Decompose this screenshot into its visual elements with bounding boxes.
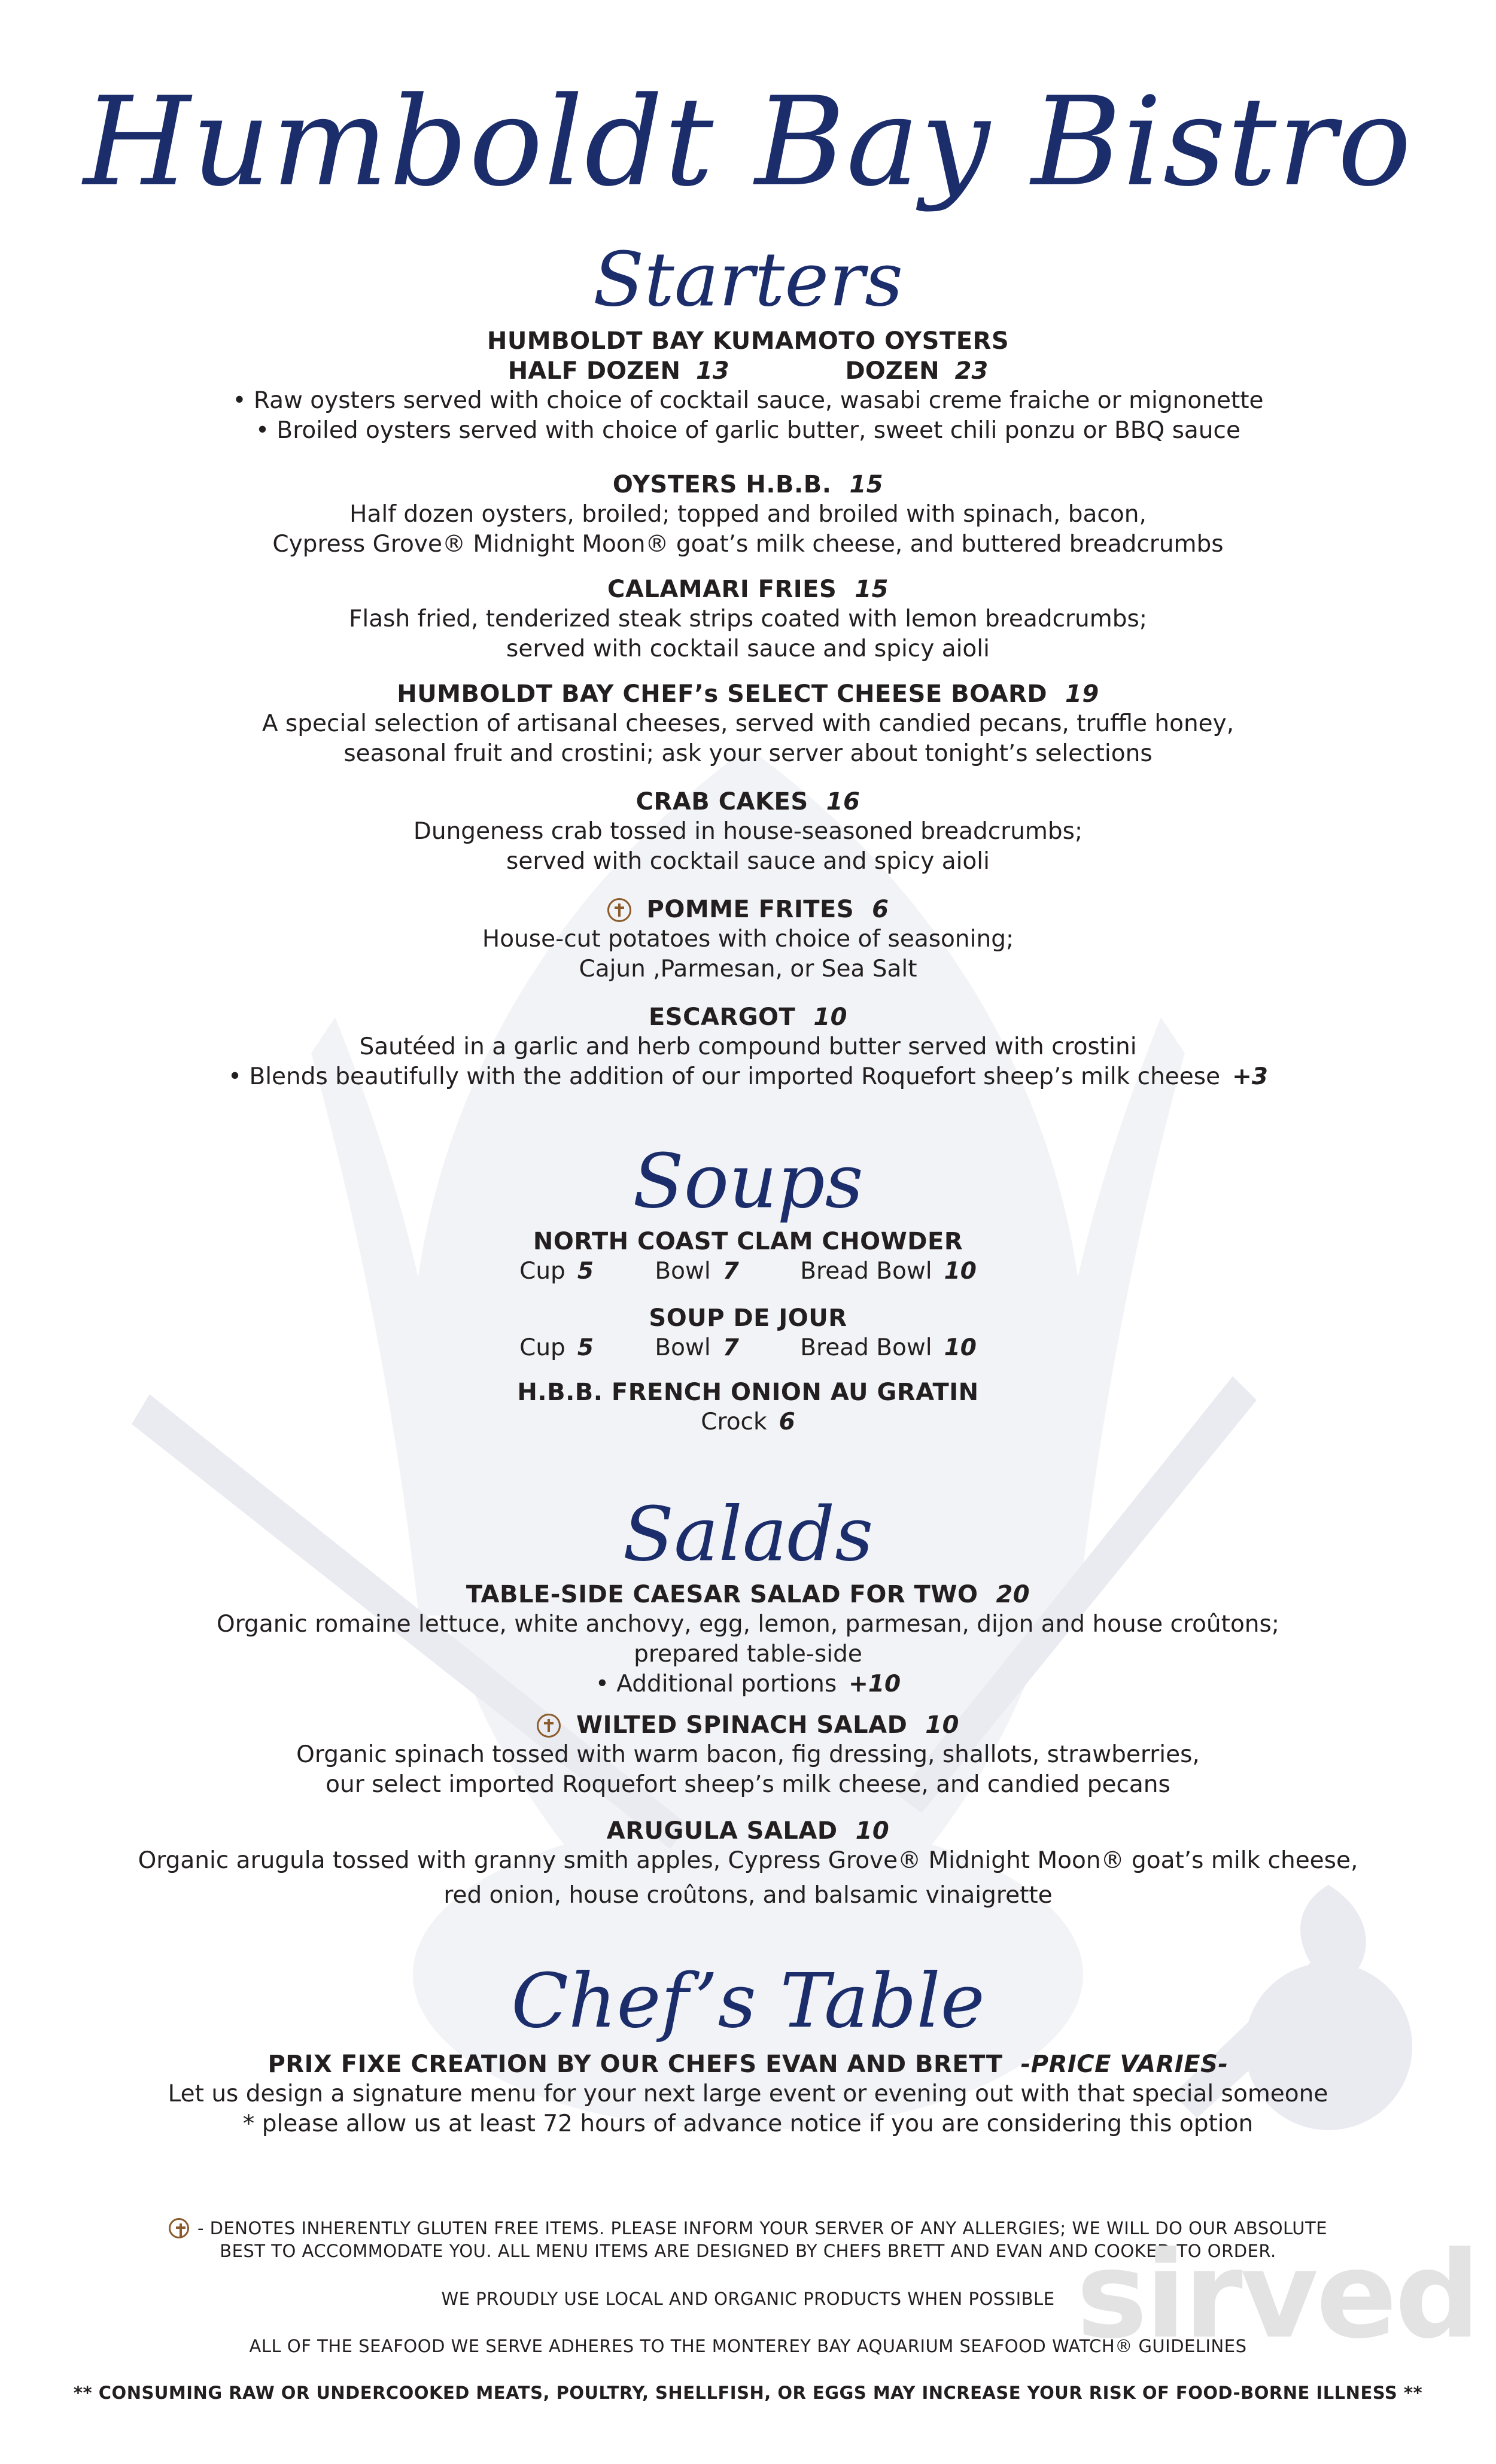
escargot-addon-price: +3 [1232,1063,1268,1090]
crab-cakes-item [0,787,1496,877]
arugula-salad-item [0,1816,1496,1911]
restaurant-title: Humboldt Bay Bistro [83,71,1413,214]
caesar-salad-item [0,1580,1496,1699]
french-onion-item [0,1377,1496,1437]
calamari-name: CALAMARI FRIES [607,576,837,603]
oysters-desc-1: • Raw oysters served with choice of cocktail sauce, wasabi creme fraiche or mignonette [232,387,1264,414]
jour-bowl-price: 7 [722,1334,739,1361]
escargot-price: 10 [813,1003,848,1031]
escargot-name: ESCARGOT [648,1003,796,1031]
dozen-price: 23 [954,357,989,385]
escargot-item [0,1002,1496,1092]
gluten-notice-1: - DENOTES INHERENTLY GLUTEN FREE ITEMS. PLEASE INFORM YOUR SERVER OF ANY ALLERGIES; WE WILL DO OUR ABSOLUTE [197,2218,1328,2238]
spinach-salad-item [0,1710,1496,1800]
prix-fixe-price: -PRICE VARIES- [1020,2051,1229,2078]
chefs-table-heading: Chef’s Table [511,1958,985,2045]
prix-fixe-desc-2: * please allow us at least 72 hours of advance notice if you are considering this option [242,2110,1254,2137]
caesar-salad-name: TABLE-SIDE CAESAR SALAD FOR TWO [466,1581,978,1608]
gluten-free-icon [169,2218,189,2238]
oysters-name: HUMBOLDT BAY KUMAMOTO OYSTERS [486,327,1010,355]
chowder-bread-bowl-label: Bread Bowl [800,1258,932,1285]
escargot-desc-1: Sautéed in a garlic and herb compound butter served with crostini [359,1033,1137,1060]
gluten-notice-2: BEST TO ACCOMMODATE YOU. ALL MENU ITEMS ARE DESIGNED BY CHEFS BRETT AND EVAN AND COOKED TO ORDER. [220,2241,1276,2261]
chowder-bowl-label: Bowl [655,1258,711,1285]
caesar-addon-price: +10 [849,1671,901,1698]
dozen-label: DOZEN [845,357,939,385]
jour-bread-bowl-price: 10 [944,1334,977,1361]
caesar-desc-1: Organic romaine lettuce, white anchovy, egg, lemon, parmesan, dijon and house croûtons; [217,1611,1279,1638]
chowder-bowl-price: 7 [722,1258,739,1285]
oysters-sizes [0,356,1496,386]
prix-fixe-desc-1: Let us design a signature menu for your next large event or evening out with that special someone [168,2080,1328,2107]
half-dozen-label: HALF DOZEN [507,357,680,385]
jour-bowl-label: Bowl [655,1334,711,1361]
gluten-free-icon [607,898,631,922]
cheese-board-price: 19 [1065,680,1099,708]
arugula-salad-name: ARUGULA SALAD [606,1817,838,1845]
spinach-desc-2: our select imported Roquefort sheep’s milk cheese, and candied pecans [326,1771,1170,1798]
oysters-hbb-name: OYSTERS H.B.B. [612,471,832,498]
calamari-desc-1: Flash fried, tenderized steak strips coated with lemon breadcrumbs; [349,606,1147,632]
spinach-salad-price: 10 [925,1711,959,1739]
food-safety-warning: ** CONSUMING RAW OR UNDERCOOKED MEATS, POULTRY, SHELLFISH, OR EGGS MAY INCREASE YOUR RISK OF FOOD-BORNE ILLNESS ** [73,2383,1423,2403]
caesar-desc-2: prepared table-side [634,1641,862,1668]
prix-fixe-item [0,2049,1496,2139]
jour-cup-price: 5 [577,1334,594,1361]
oysters-hbb-desc-1: Half dozen oysters, broiled; topped and broiled with spinach, bacon, [349,501,1147,528]
oysters-desc-2: • Broiled oysters served with choice of garlic butter, sweet chili ponzu or BBQ sauce [256,417,1240,444]
sirved-watermark: sirved [1076,2226,1478,2365]
arugula-salad-price: 10 [855,1817,890,1845]
crab-cakes-desc-2: served with cocktail sauce and spicy aioli [506,848,990,875]
oysters-item [0,326,1496,446]
escargot-desc-2: • Blends beautifully with the addition of our imported Roquefort sheep’s milk cheese [228,1063,1221,1090]
onion-crock-label: Crock [701,1409,767,1435]
crab-cakes-desc-1: Dungeness crab tossed in house-seasoned breadcrumbs; [413,818,1083,845]
salads-heading: Salads [622,1491,874,1578]
starters-heading: Starters [592,236,904,323]
soups-heading: Soups [633,1138,863,1225]
clam-chowder-name: NORTH COAST CLAM CHOWDER [533,1228,963,1255]
jour-cup-label: Cup [519,1334,565,1361]
oysters-hbb-item [0,470,1496,559]
soup-de-jour-item [0,1303,1496,1363]
cheese-board-desc-2: seasonal fruit and crostini; ask your server about tonight’s selections [343,740,1153,767]
crab-cakes-price: 16 [826,788,860,816]
arugula-desc-1: Organic arugula tossed with granny smith apples, Cypress Grove® Midnight Moon® goat’s milk cheese, [138,1847,1358,1874]
prix-fixe-name: PRIX FIXE CREATION BY OUR CHEFS EVAN AND BRETT [267,2051,1003,2078]
pomme-frites-price: 6 [872,896,889,923]
crab-cakes-name: CRAB CAKES [636,788,808,816]
oysters-hbb-desc-2: Cypress Grove® Midnight Moon® goat’s milk cheese, and buttered breadcrumbs [272,531,1224,558]
pomme-frites-item [0,895,1496,984]
oysters-hbb-price: 15 [849,471,884,498]
half-dozen-price: 13 [695,357,729,385]
gluten-free-icon [537,1714,561,1738]
chowder-bread-bowl-price: 10 [944,1258,977,1285]
caesar-salad-price: 20 [996,1581,1030,1608]
chowder-cup-label: Cup [519,1258,565,1285]
onion-crock-price: 6 [779,1409,795,1435]
calamari-item [0,574,1496,664]
clam-chowder-item [0,1227,1496,1286]
pomme-frites-desc-2: Cajun ,Parmesan, or Sea Salt [579,956,917,982]
chowder-cup-price: 5 [577,1258,594,1285]
pomme-frites-name: POMME FRITES [646,896,855,923]
french-onion-name: H.B.B. FRENCH ONION AU GRATIN [517,1379,979,1406]
soup-de-jour-name: SOUP DE JOUR [649,1304,847,1332]
arugula-desc-2: red onion, house croûtons, and balsamic vinaigrette [443,1882,1053,1909]
local-products-notice: WE PROUDLY USE LOCAL AND ORGANIC PRODUCTS WHEN POSSIBLE [441,2289,1055,2309]
cheese-board-desc-1: A special selection of artisanal cheeses, served with candied pecans, truffle honey, [262,710,1234,737]
spinach-desc-1: Organic spinach tossed with warm bacon, fig dressing, shallots, strawberries, [296,1741,1200,1768]
pomme-frites-desc-1: House-cut potatoes with choice of seasoning; [482,926,1014,953]
jour-bread-bowl-label: Bread Bowl [800,1334,932,1361]
cheese-board-item [0,679,1496,769]
caesar-desc-3: • Additional portions [595,1671,837,1698]
calamari-price: 15 [855,576,889,603]
calamari-desc-2: served with cocktail sauce and spicy aioli [506,635,990,662]
cheese-board-name: HUMBOLDT BAY CHEF’s SELECT CHEESE BOARD [397,680,1048,708]
seafood-watch-notice: ALL OF THE SEAFOOD WE SERVE ADHERES TO THE MONTEREY BAY AQUARIUM SEAFOOD WATCH® GUIDELINES [249,2336,1247,2356]
spinach-salad-name: WILTED SPINACH SALAD [576,1711,908,1739]
